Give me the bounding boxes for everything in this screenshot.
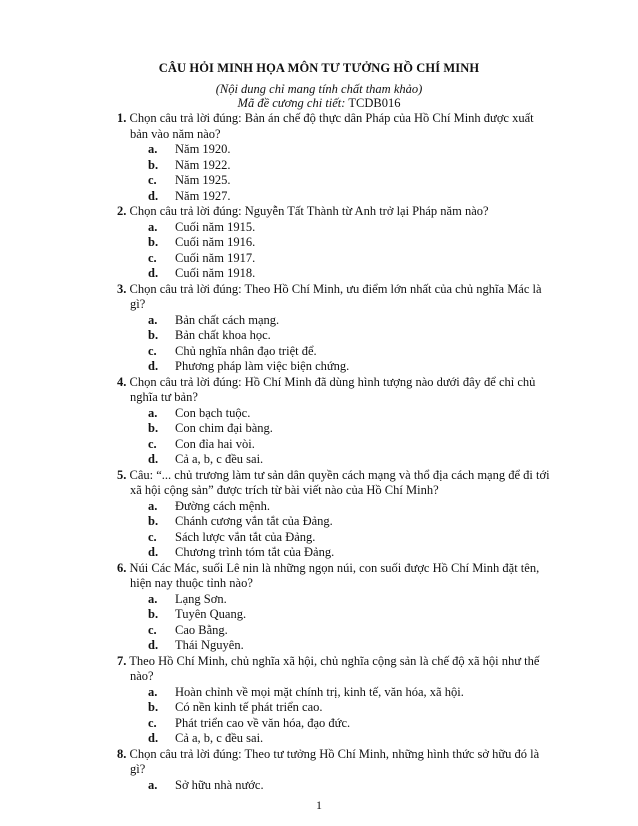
option-text: Cuối năm 1917. — [175, 250, 256, 265]
question-number: 2. — [117, 204, 127, 218]
option-text: Con chim đại bàng. — [175, 421, 273, 435]
option-letter: d. — [148, 638, 159, 652]
question-line-1: Theo Hồ Chí Minh, chủ nghĩa xã hội, chủ nghĩa cộng sản là chế độ xã hội như thế — [129, 653, 540, 668]
option-letter: a. — [148, 219, 158, 234]
question-line-1: Núi Các Mác, suối Lê nin là những ngọn núi, con suối được Hồ Chí Minh đặt tên, — [129, 560, 540, 575]
question-5 — [117, 468, 559, 561]
option-text: Tuyên Quang. — [175, 607, 247, 621]
option-text: Thái Nguyên. — [175, 638, 244, 652]
answer-option — [117, 313, 559, 329]
option-letter: a. — [148, 405, 158, 420]
question-6 — [117, 561, 559, 654]
answer-option — [117, 189, 559, 205]
question-3 — [117, 282, 559, 375]
option-letter: a. — [148, 498, 158, 513]
question-number: 4. — [117, 374, 127, 389]
option-letter: b. — [148, 421, 159, 435]
answer-option — [117, 638, 559, 654]
option-letter: a. — [148, 684, 158, 699]
option-text: Có nền kinh tế phát triển cao. — [175, 700, 323, 714]
option-text: Chủ nghĩa nhân đạo triệt để. — [175, 343, 317, 358]
option-text: Cả a, b, c đều sai. — [175, 452, 264, 466]
question-text — [117, 204, 559, 220]
syllabus-code-value: TCDB016 — [348, 96, 401, 110]
answer-option — [117, 173, 559, 189]
question-text — [117, 654, 559, 685]
answer-option — [117, 499, 559, 515]
question-text — [117, 282, 559, 313]
question-line-2: hiện nay thuộc tỉnh nào? — [130, 576, 253, 590]
answer-option — [117, 421, 559, 437]
question-line-2: gì? — [130, 297, 146, 311]
question-text — [117, 747, 559, 778]
option-text: Phương pháp làm việc biện chứng. — [175, 359, 350, 373]
option-letter: a. — [148, 777, 158, 792]
option-text: Năm 1922. — [175, 157, 231, 172]
option-text: Con bạch tuộc. — [175, 405, 251, 420]
document-title: CÂU HỎI MINH HỌA MÔN TƯ TƯỞNG HỒ CHÍ MINH — [158, 61, 480, 75]
option-text: Cả a, b, c đều sai. — [175, 731, 264, 745]
option-text: Năm 1925. — [175, 173, 231, 187]
answer-option — [117, 685, 559, 701]
option-letter: c. — [148, 343, 157, 358]
question-2 — [117, 204, 559, 282]
option-letter: d. — [148, 731, 159, 745]
question-line-2: nghĩa tư bản? — [130, 390, 198, 404]
question-number: 5. — [117, 467, 127, 482]
option-text: Cuối năm 1916. — [175, 235, 256, 249]
question-line-1: Chọn câu trả lời đúng: Bản án chế độ thực dân Pháp của Hồ Chí Minh được xuất — [129, 111, 534, 125]
answer-option — [117, 328, 559, 344]
question-number: 6. — [117, 560, 127, 575]
option-text: Sở hữu nhà nước. — [175, 777, 264, 792]
answer-option — [117, 359, 559, 375]
option-text: Con đỉa hai vòi. — [175, 436, 255, 451]
answer-option — [117, 142, 559, 158]
option-text: Bản chất cách mạng. — [175, 312, 280, 327]
question-text — [117, 561, 559, 592]
answer-option — [117, 266, 559, 282]
option-letter: a. — [148, 312, 158, 327]
option-letter: b. — [148, 700, 159, 714]
option-text: Bản chất khoa học. — [175, 328, 271, 342]
answer-option — [117, 406, 559, 422]
question-number: 3. — [117, 281, 127, 296]
option-letter: d. — [148, 452, 159, 466]
answer-option — [117, 235, 559, 251]
option-letter: c. — [148, 173, 157, 187]
answer-option — [117, 731, 559, 747]
question-4 — [117, 375, 559, 468]
option-text: Phát triển cao về văn hóa, đạo đức. — [175, 715, 351, 730]
question-number: 7. — [117, 653, 127, 668]
option-text: Hoàn chỉnh về mọi mặt chính trị, kinh tế, văn hóa, xã hội. — [175, 684, 464, 699]
question-line-1: Chọn câu trả lời đúng: Theo Hồ Chí Minh, ưu điểm lớn nhất của chủ nghĩa Mác là — [129, 281, 542, 296]
answer-option — [117, 778, 559, 794]
option-letter: b. — [148, 235, 159, 249]
answer-option — [117, 716, 559, 732]
question-text — [117, 375, 559, 406]
option-letter: d. — [148, 266, 159, 280]
question-line-1: Câu: “... chủ trương làm tư sản dân quyền cách mạng và thổ địa cách mạng để đi tới — [129, 467, 550, 482]
question-line-2: gì? — [130, 762, 146, 776]
option-text: Sách lược vắn tắt của Đảng. — [175, 529, 316, 544]
option-letter: b. — [148, 607, 159, 621]
answer-option — [117, 437, 559, 453]
option-text: Lạng Sơn. — [175, 591, 227, 606]
answer-option — [117, 607, 559, 623]
question-line-1: Chọn câu trả lời đúng: Nguyễn Tất Thành từ Anh trở lại Pháp năm nào? — [129, 204, 489, 218]
answer-option — [117, 530, 559, 546]
option-text: Năm 1920. — [175, 142, 231, 156]
option-text: Cao Bằng. — [175, 622, 228, 637]
answer-option — [117, 452, 559, 468]
question-8 — [117, 747, 559, 794]
option-letter: b. — [148, 328, 159, 342]
answer-option — [117, 158, 559, 174]
option-text: Đường cách mệnh. — [175, 498, 270, 513]
option-text: Năm 1927. — [175, 188, 231, 203]
answer-option — [117, 220, 559, 236]
syllabus-code-label: Mã đề cương chi tiết: — [237, 96, 346, 110]
option-text: Chương trình tóm tắt của Đảng. — [175, 545, 335, 559]
question-7 — [117, 654, 559, 747]
question-text — [117, 468, 559, 499]
option-letter: c. — [148, 529, 157, 544]
answer-option — [117, 592, 559, 608]
option-letter: d. — [148, 359, 159, 373]
option-text: Chánh cương vắn tắt của Đảng. — [175, 514, 333, 528]
question-line-2: bản vào năm nào? — [130, 126, 221, 141]
option-letter: a. — [148, 142, 158, 156]
answer-option — [117, 623, 559, 639]
question-number: 1. — [117, 111, 127, 125]
option-letter: b. — [148, 514, 159, 528]
option-text: Cuối năm 1918. — [175, 266, 256, 280]
answer-option — [117, 514, 559, 530]
syllabus-code — [0, 96, 638, 111]
option-letter: c. — [148, 715, 157, 730]
option-letter: d. — [148, 188, 159, 203]
question-list — [117, 111, 559, 793]
option-letter: d. — [148, 545, 159, 559]
question-number: 8. — [117, 746, 127, 761]
question-line-1: Chọn câu trả lời đúng: Theo tư tưởng Hồ Chí Minh, những hình thức sở hữu đó là — [129, 746, 540, 761]
option-letter: c. — [148, 250, 157, 265]
question-line-2: xã hội cộng sản” được trích từ bài viết nào của Hồ Chí Minh? — [130, 483, 439, 497]
question-1 — [117, 111, 559, 204]
answer-option — [117, 251, 559, 267]
option-letter: c. — [148, 436, 157, 451]
answer-option — [117, 344, 559, 360]
option-text: Cuối năm 1915. — [175, 219, 256, 234]
answer-option — [117, 700, 559, 716]
document-note: (Nội dung chỉ mang tính chất tham khảo) — [215, 82, 423, 96]
option-letter: a. — [148, 591, 158, 606]
question-line-2: nào? — [130, 669, 154, 683]
option-letter: c. — [148, 622, 157, 637]
page-number: 1 — [316, 798, 322, 812]
question-text — [117, 111, 559, 142]
question-line-1: Chọn câu trả lời đúng: Hồ Chí Minh đã dùng hình tượng nào dưới đây để chỉ chủ — [129, 374, 536, 389]
answer-option — [117, 545, 559, 561]
option-letter: b. — [148, 157, 159, 172]
